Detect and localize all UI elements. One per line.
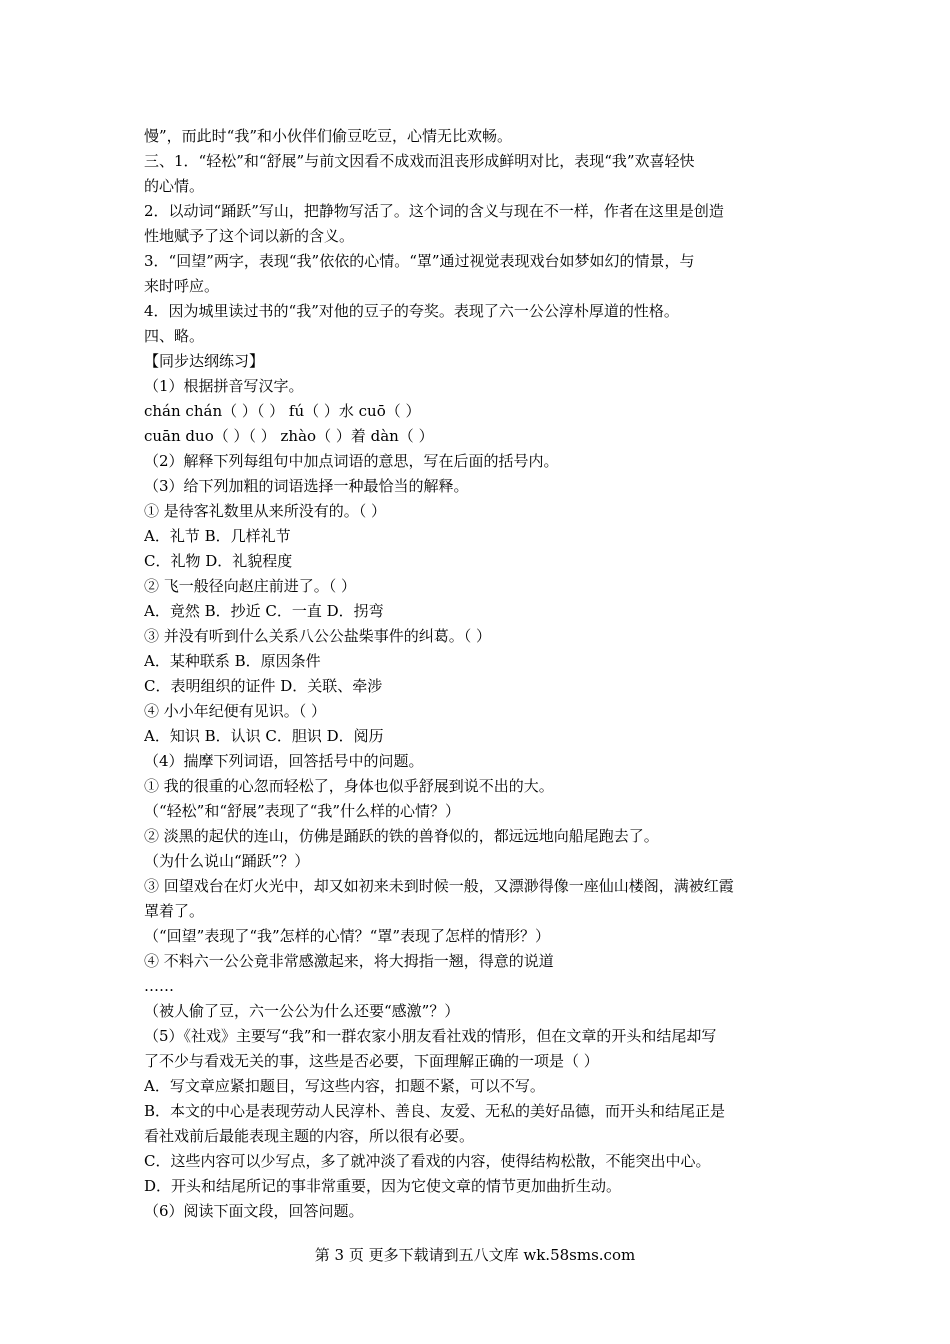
sub-question: ② 淡黑的起伏的连山，仿佛是踊跃的铁的兽脊似的，都远远地向船尾跑去了。 — [144, 827, 659, 845]
text-line: 了不少与看戏无关的事，这些是否必要，下面理解正确的一项是（ ） — [144, 1052, 599, 1070]
sub-question: ③ 回望戏台在灯火光中，却又如初来未到时候一般，又漂渺得像一座仙山楼阁，满被红霞 — [144, 877, 734, 895]
option-line: A．礼节 B．几样礼节 — [144, 527, 291, 545]
option-line: C．礼物 D．礼貌程度 — [144, 552, 293, 570]
option-line: A．某种联系 B．原因条件 — [144, 652, 321, 670]
answer-3-2: 2．以动词“踊跃”写山，把静物写活了。这个词的含义与现在不一样，作者在这里是创造 — [144, 202, 724, 220]
answer-line: 慢”，而此时“我”和小伙伴们偷豆吃豆，心情无比欢畅。 — [144, 127, 513, 145]
page-footer: 第 3 页 更多下载请到五八文库 wk.58sms.com — [314, 1246, 636, 1264]
option-line: A．竟然 B．抄近 C．一直 D．拐弯 — [144, 602, 384, 620]
sub-question: ① 我的很重的心忽而轻松了，身体也似乎舒展到说不出的大。 — [144, 777, 554, 795]
answer-line: 的心情。 — [144, 177, 205, 195]
answer-line: 来时呼应。 — [144, 277, 220, 295]
page-body — [144, 124, 809, 1224]
answer-3-4: 4．因为城里读过书的“我”对他的豆子的夸奖。表现了六一公公淳朴厚道的性格。 — [144, 302, 679, 320]
question-5: （5）《社戏》主要写“我”和一群农家小朋友看社戏的情形，但在文章的开头和结尾却写 — [144, 1027, 717, 1045]
text-line: 罩着了。 — [144, 902, 205, 920]
question-2: （2）解释下列每组句中加点词语的意思，写在后面的括号内。 — [144, 452, 559, 470]
sub-question: ① 是待客礼数里从来所没有的。（ ） — [144, 502, 387, 520]
text-line: 看社戏前后最能表现主题的内容，所以很有必要。 — [144, 1127, 475, 1145]
sub-question: ④ 不料六一公公竟非常感激起来，将大拇指一翘，得意的说道 — [144, 952, 554, 970]
option-line: D．开头和结尾所记的事非常重要，因为它使文章的情节更加曲折生动。 — [144, 1177, 622, 1195]
option-line: C．这些内容可以少写点，多了就冲淡了看戏的内容，使得结构松散，不能突出中心。 — [144, 1152, 711, 1170]
sub-question: ② 飞一般径向赵庄前进了。（ ） — [144, 577, 357, 595]
option-line: B．本文的中心是表现劳动人民淳朴、善良、友爱、无私的美好品德，而开头和结尾正是 — [144, 1102, 726, 1120]
prompt-line: （“回望”表现了“我”怎样的心情？“罩”表现了怎样的情形？） — [144, 927, 551, 945]
section-heading: 【同步达纲练习】 — [144, 352, 265, 370]
prompt-line: （为什么说山“踊跃”？） — [144, 852, 310, 870]
prompt-line: （被人偷了豆，六一公公为什么还要“感激”？） — [144, 1002, 460, 1020]
ellipsis-line: …… — [144, 977, 174, 995]
pinyin-line: cuān duo（ ）（ ） zhào（ ）着 dàn（ ） — [144, 427, 434, 445]
answer-3-3: 3．“回望”两字，表现“我”依依的心情。“罩”通过视觉表现戏台如梦如幻的情景，与 — [144, 252, 695, 270]
sub-question: ③ 并没有听到什么关系八公公盐柴事件的纠葛。（ ） — [144, 627, 492, 645]
question-6: （6）阅读下面文段，回答问题。 — [144, 1202, 364, 1220]
prompt-line: （“轻松”和“舒展”表现了“我”什么样的心情？） — [144, 802, 461, 820]
answer-4: 四、略。 — [144, 327, 205, 345]
option-line: A．知识 B．认识 C．胆识 D．阅历 — [144, 727, 384, 745]
sub-question: ④ 小小年纪便有见识。（ ） — [144, 702, 327, 720]
answer-3-1: 三、1．“轻松”和“舒展”与前文因看不成戏而沮丧形成鲜明对比，表现“我”欢喜轻快 — [144, 152, 695, 170]
option-line: C．表明组织的证件 D．关联、牵涉 — [144, 677, 383, 695]
option-line: A．写文章应紧扣题目，写这些内容，扣题不紧，可以不写。 — [144, 1077, 545, 1095]
answer-line: 性地赋予了这个词以新的含义。 — [144, 227, 355, 245]
pinyin-line: chán chán（ ）（ ） fú（ ）水 cuō（ ） — [144, 402, 421, 420]
question-3: （3）给下列加粗的词语选择一种最恰当的解释。 — [144, 477, 469, 495]
question-1: （1）根据拼音写汉字。 — [144, 377, 304, 395]
question-4: （4）揣摩下列词语，回答括号中的问题。 — [144, 752, 424, 770]
